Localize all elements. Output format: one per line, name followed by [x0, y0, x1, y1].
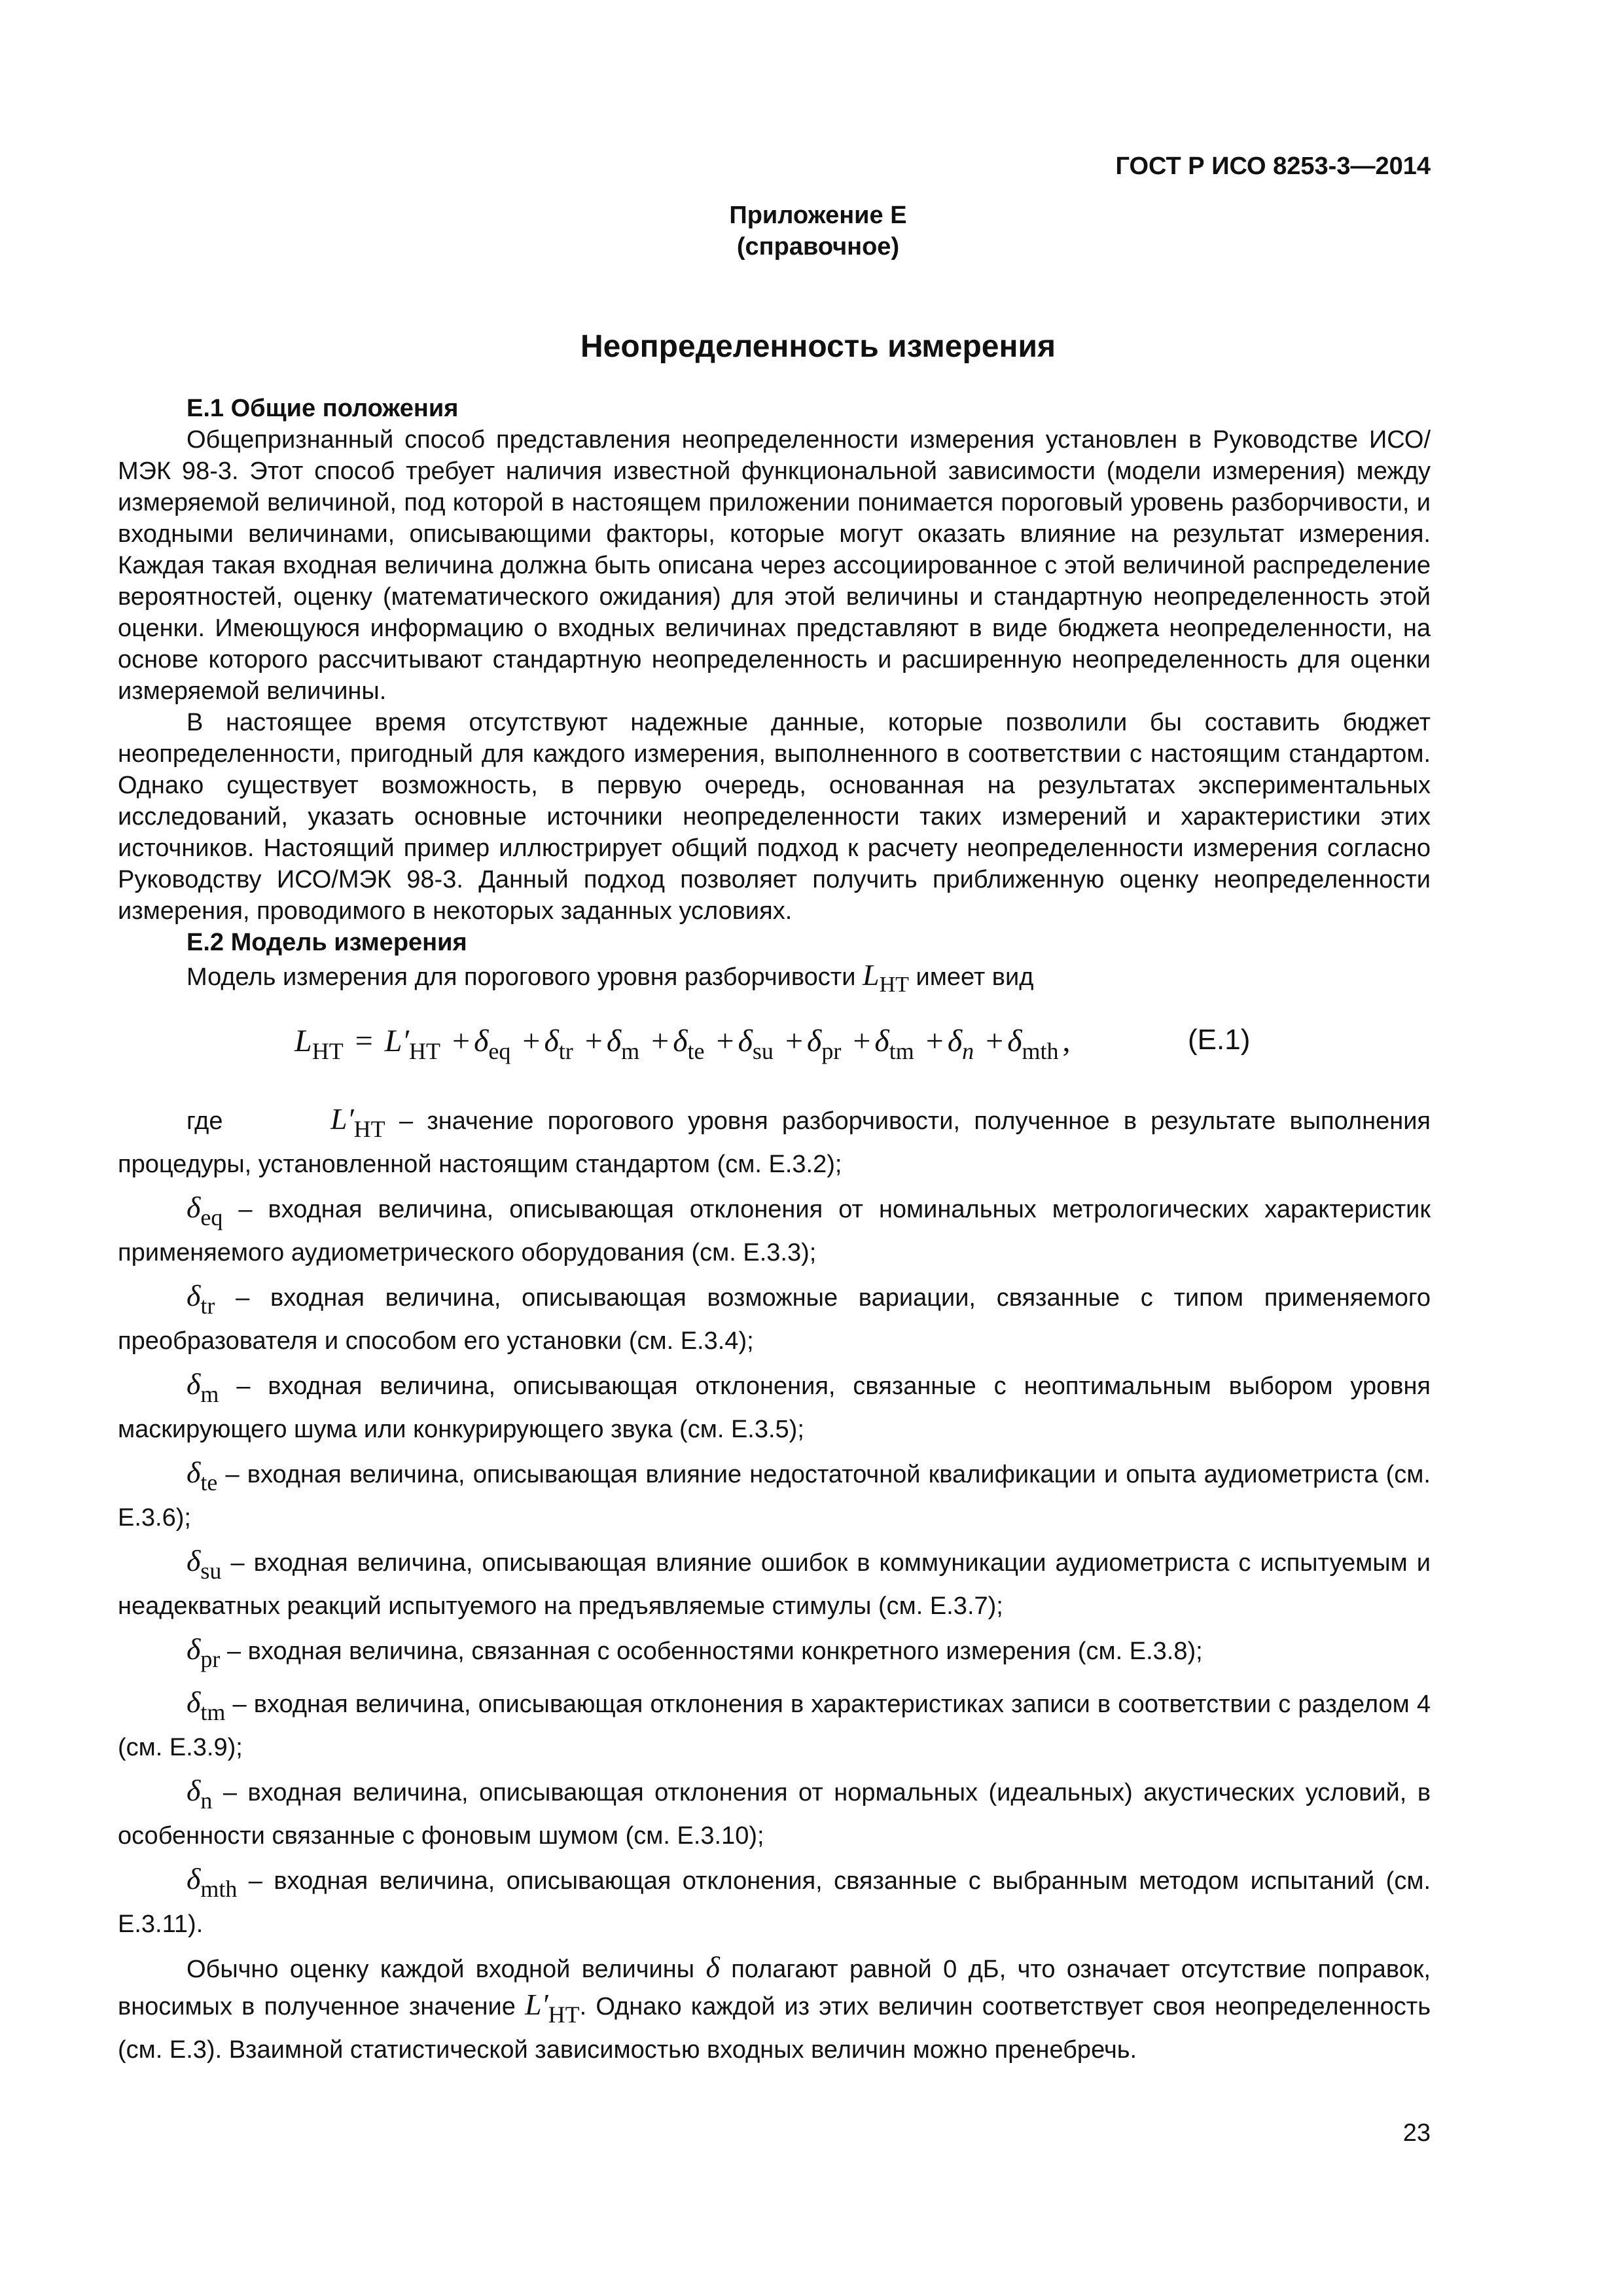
definition-delta-mth: $\delta_{mth}$ – входная величина, описывающая отклонения, связанные с выбранным методом испытаний (см. Е.3.11).	[118, 1862, 1431, 1938]
definition-lht-prime: где $L'_{HT}$ – значение порогового уровня разборчивости, полученное в результате выполнения процедуры, установленной настоящим стандартом (см. Е.3.2);	[118, 1102, 1431, 1178]
definition-delta-m: $\delta_m$ – входная величина, описывающая отклонения, связанные с неоптимальным выбором уровня маскирующего шума или конкурирующего звука (см. Е.3.5);	[118, 1367, 1431, 1443]
definition-delta-su: $\delta_{su}$ – входная величина, описывающая влияние ошибок в коммуникации аудиометриста с испытуемым и неадекватных реакций испытуемого на предъявляемые стимулы (см. Е.3.7);	[118, 1544, 1431, 1620]
definition-delta-pr: $\delta_{pr}$ – входная величина, связанная с особенностями конкретного измерения (см. Е.3.8);	[187, 1632, 1203, 1672]
definition-delta-eq: $\delta_{eq}$ – входная величина, описывающая отклонения от номинальных метрологических характеристик применяемого аудиометрического оборудования (см. Е.3.3);	[118, 1191, 1431, 1266]
delta-symbol: δ	[705, 1950, 720, 1984]
lht-prime-symbol: $L'_{HT}$	[525, 1988, 580, 2028]
section-e1-paragraph-2: В настоящее время отсутствуют надежные данные, которые позволили бы составить бюджет неопределенности, пригодный для каждого измерения, выполненного в соответствии с настоящим стандартом. Однако существует возможность, в первую очередь, основанная на результатах экспериментальных исследований, указать основные источники неопределенности таких измерений и характеристики этих источников. Настоящий пример иллюстрирует общий подход к расчету неопределенности измерения согласно Руководству ИСО/МЭК 98-3. Данный подход позволяет получить приближенную оценку неопределенности измерения, проводимого в некоторых заданных условиях.	[118, 709, 1431, 925]
definition-delta-tr: $\delta_{tr}$ – входная величина, описывающая возможные вариации, связанные с типом применяемого преобразователя и способом его установки (см. Е.3.4);	[118, 1279, 1431, 1355]
definitions-list	[118, 1102, 1431, 1942]
appendix-label: Приложение Е	[729, 202, 907, 229]
closing-paragraph: Обычно оценку каждой входной величины δ полагают равной 0 дБ, что означает отсутствие поправок, вносимых в полученное значение $L'_{HT}$. Однако каждой из этих величин соответствует своя неопределенность (см. Е.3). Взаимной статистической зависимостью входных величин можно пренебречь.	[118, 1950, 1431, 2064]
model-intro-text: Модель измерения для порогового уровня разборчивости	[187, 963, 856, 991]
document-id: ГОСТ Р ИСО 8253-3—2014	[1115, 152, 1431, 180]
equation-row	[118, 1010, 1431, 1095]
equation-e1: $L_{HT} = L'_{HT} + \delta_{eq} + \delta_{tr} + \delta_m + \delta_{te} + \delta_{su} + \delta_{pr} + \delta_{tm} + \delta_n + \delta_{mth}$ ,	[294, 1024, 1071, 1064]
document-body	[118, 393, 1431, 2068]
page-title: Неопределенность измерения	[580, 329, 1056, 364]
section-e2-heading: Е.2 Модель измерения	[187, 929, 467, 956]
definition-delta-n: $\delta_n$ – входная величина, описывающая отклонения от нормальных (идеальных) акустических условий, в особенности связанные с фоновым шумом (см. Е.3.10);	[118, 1774, 1431, 1850]
where-label: где	[187, 1107, 223, 1135]
model-intro	[118, 960, 1431, 1001]
section-e1-heading: Е.1 Общие положения	[187, 395, 459, 422]
equation-number: (Е.1)	[1188, 1024, 1251, 1056]
model-intro-tail: имеет вид	[916, 963, 1034, 991]
model-intro-symbol: $L_{HT}$	[863, 958, 909, 997]
definition-delta-tm: $\delta_{tm}$ – входная величина, описывающая отклонения в характеристиках записи в соответствии с разделом 4 (см. Е.3.9);	[118, 1685, 1431, 1761]
appendix-heading	[524, 200, 1113, 262]
definition-delta-te: $\delta_{te}$ – входная величина, описывающая влияние недостаточной квалификации и опыта аудиометриста (см. Е.3.6);	[118, 1456, 1431, 1532]
page-number: 23	[1402, 2119, 1431, 2147]
appendix-type: (справочное)	[736, 233, 900, 260]
section-e1-paragraph-1: Общепризнанный способ представления неопределенности измерения установлен в Руководстве ИСО/МЭК 98-3. Этот способ требует наличия известной функциональной зависимости (модели измерения) между измеряемой величиной, под которой в настоящем приложении понимается пороговый уровень разборчивости, и входными величинами, описывающими факторы, которые могут оказать влияние на результат измерения. Каждая такая входная величина должна быть описана через ассоциированное с этой величиной распределение вероятностей, оценку (математического ожидания) для этой величины и стандартную неопределенность этой оценки. Имеющуюся информацию о входных величинах представляют в виде бюджета неопределенности, на основе которого рассчитывают стандартную неопределенность и расширенную неопределенность для оценки измеряемой величины.	[118, 426, 1431, 705]
